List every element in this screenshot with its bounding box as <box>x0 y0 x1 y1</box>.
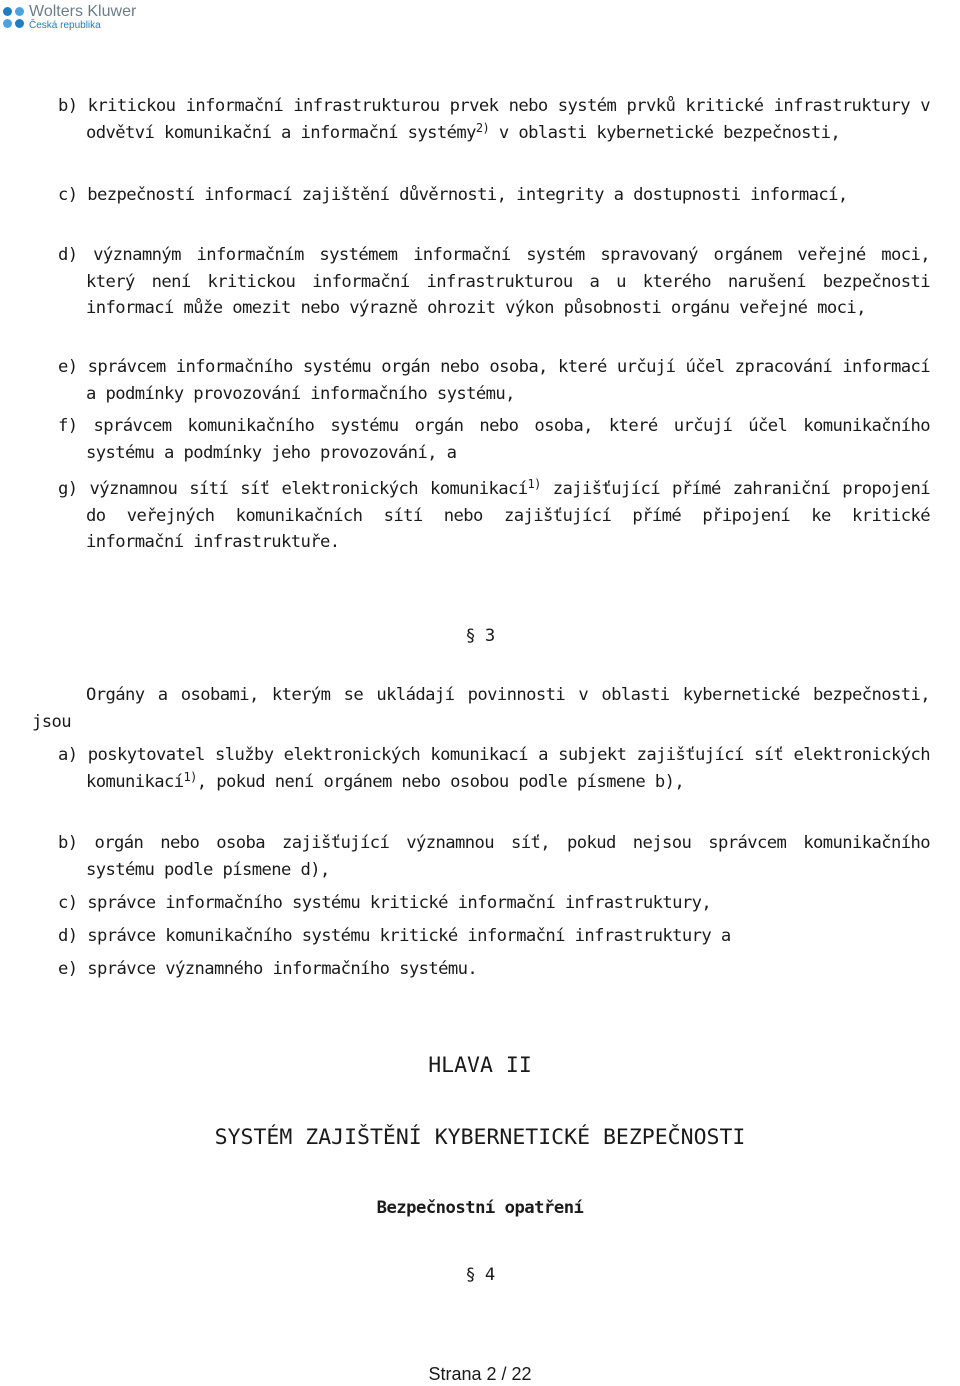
section-title: Bezpečnostní opatření <box>376 1198 584 1218</box>
logo-subtitle: Česká republika <box>29 20 101 31</box>
footnote-ref: 2) <box>475 120 490 135</box>
section-heading: § 3 <box>465 626 495 646</box>
publisher-logo <box>3 4 136 31</box>
obligated-item-c: c) správce informačního systému kritické informační infrastruktury, <box>58 893 712 913</box>
obligated-item-a: a) poskytovatel služby elektronických komunikací a subjekt zajišťující síť elektronických komunikací$^{1)}$, pokud není orgánem nebo osobou podle písmene b), <box>58 745 930 792</box>
obligated-item-b: b) orgán nebo osoba zajišťující významnou síť, pokud nejsou správcem komunikačního systému podle písmene d), <box>58 833 930 880</box>
definition-item-g: g) významnou sítí síť elektronických komunikací$^{1)}$ zajišťující přímé zahraniční propojení do veřejných komunikačních sítí nebo zajišťující přímé připojení ke kritické informační infrastruktuře. <box>58 477 930 552</box>
chapter-subtitle: SYSTÉM ZAJIŠTĚNÍ KYBERNETICKÉ BEZPEČNOSTI <box>214 1125 746 1150</box>
wolters-kluwer-logo-icon <box>3 7 25 29</box>
section-intro: Orgány a osobami, kterým se ukládají povinnosti v oblasti kybernetické bezpečnosti, jsou <box>32 685 930 732</box>
obligated-item-e: e) správce významného informačního systému. <box>58 959 478 979</box>
definition-item-f: f) správcem komunikačního systému orgán nebo osoba, které určují účel komunikačního systému a podmínky jeho provozování, a <box>58 416 930 463</box>
obligated-item-d: d) správce komunikačního systému kritické informační infrastruktury a <box>58 926 731 946</box>
logo-name: Wolters Kluwer <box>29 3 137 20</box>
definition-item-b: b) kritickou informační infrastrukturou prvek nebo systém prvků kritické infrastruktury v odvětví komunikační a informační systémy$^{2)}$ v oblasti kybernetické bezpečnosti, <box>58 96 930 143</box>
definition-item-d: d) významným informačním systémem informační systém spravovaný orgánem veřejné moci, který není kritickou informační infrastrukturou a u kterého narušení bezpečnosti informací může omezit nebo výrazně ohrozit výkon působnosti orgánu veřejné moci, <box>58 245 930 318</box>
definition-item-c: c) bezpečností informací zajištění důvěrnosti, integrity a dostupnosti informací, <box>58 185 848 205</box>
definition-item-e: e) správcem informačního systému orgán nebo osoba, které určují účel zpracování informací a podmínky provozování informačního systému, <box>58 357 930 404</box>
footnote-ref: 1) <box>183 769 197 784</box>
footnote-ref: 1) <box>527 477 541 491</box>
page-number: Strana 2 / 22 <box>428 1364 532 1384</box>
section-number: § 4 <box>465 1265 495 1285</box>
chapter-title: HLAVA II <box>428 1053 532 1078</box>
